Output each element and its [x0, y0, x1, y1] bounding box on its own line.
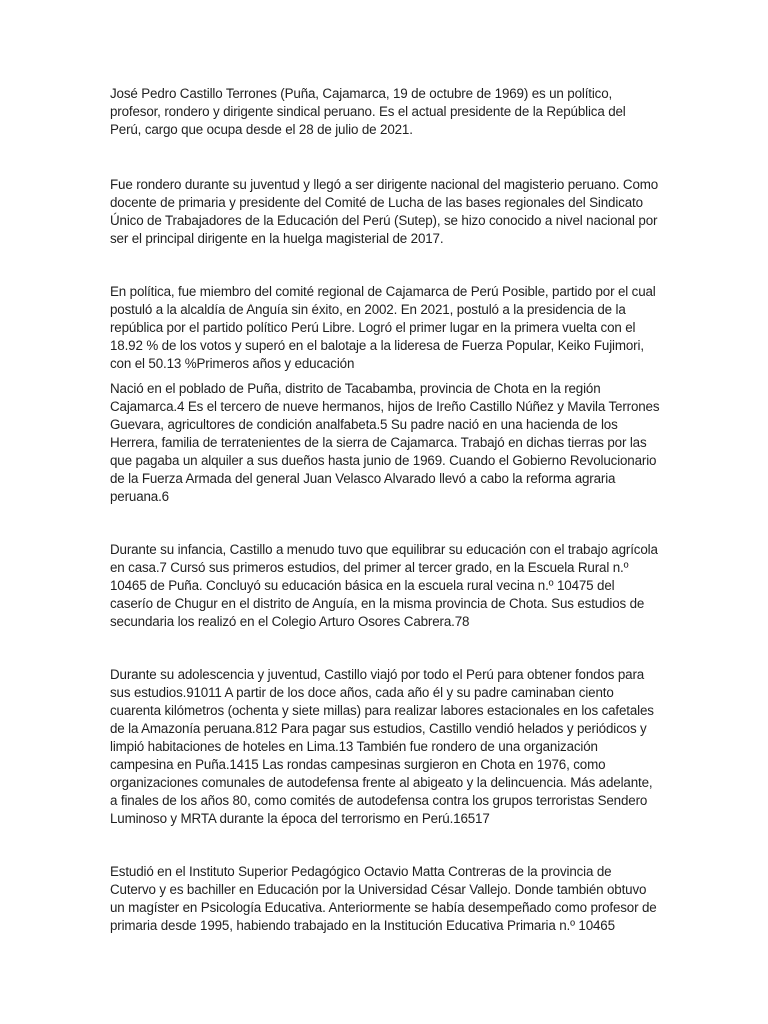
- paragraph-birth: Nació en el poblado de Puña, distrito de Tacabamba, provincia de Chota en la región Cajamarca.4 Es el tercero de nueve hermanos, hijos de Ireño Castillo Núñez y Mavila Terrones Guevara, agricultores de condición analfabeta.5 Su padre nació en una hacienda de los Herrera, familia de terratenientes de la sierra de Cajamarca. Trabajó en dichas tierras por las que pagaba un alquiler a sus dueños hasta junio de 1969. Cuando el Gobierno Revolucionario de la Fuerza Armada del general Juan Velasco Alvarado llevó a cabo la reforma agraria peruana.6: [110, 381, 660, 504]
- paragraph-intro: José Pedro Castillo Terrones (Puña, Cajamarca, 19 de octubre de 1969) es un político, profesor, rondero y dirigente sindical peruano. Es el actual presidente de la República del Perú, cargo que ocupa desde el 28 de julio de 2021.: [110, 86, 626, 137]
- paragraph-childhood: Durante su infancia, Castillo a menudo tuvo que equilibrar su educación con el trabajo agrícola en casa.7 Cursó sus primeros estudios, del primer al tercer grado, en la Escuela Rural n.º 10465 de Puña. Concluyó su educación básica en la escuela rural vecina n.º 10475 del caserío de Chugur en el distrito de Anguía, en la misma provincia de Chota. Sus estudios de secundaria los realizó en el Colegio Arturo Osores Cabrera.78: [110, 542, 658, 629]
- paragraph-union-leader: Fue rondero durante su juventud y llegó a ser dirigente nacional del magisterio peruano. Como docente de primaria y presidente del Comité de Lucha de las bases regionales del Sindicato Único de Trabajadores de la Educación del Perú (Sutep), se hizo conocido a nivel nacional por ser el principal dirigente en la huelga magisterial de 2017.: [110, 177, 659, 246]
- paragraph-youth: Durante su adolescencia y juventud, Castillo viajó por todo el Perú para obtener fondos para sus estudios.91011 A partir de los doce años, cada año él y su padre caminaban ciento cuarenta kilómetros (ochenta y siete millas) para realizar labores estacionales en los cafetales de la Amazonía peruana.812 Para pagar sus estudios, Castillo vendió helados y periódicos y limpió habitaciones de hoteles en Lima.13 También fue rondero de una organización campesina en Puña.1415 Las rondas campesinas surgieron en Chota en 1976, como organizaciones comunales de autodefensa frente al abigeato y la delincuencia. Más adelante, a finales de los años 80, como comités de autodefensa contra los grupos terroristas Sendero Luminoso y MRTA durante la época del terrorismo en Perú.16517: [110, 667, 654, 826]
- paragraph-studies: Estudió en el Instituto Superior Pedagógico Octavio Matta Contreras de la provincia de Cutervo y es bachiller en Educación por la Universidad César Vallejo. Donde también obtuvo un magíster en Psicología Educativa. Anteriormente se había desempeñado como profesor de primaria desde 1995, habiendo trabajado en la Institución Educativa Primaria n.º 10465: [110, 864, 657, 933]
- paragraph-politics: En política, fue miembro del comité regional de Cajamarca de Perú Posible, partido por el cual postuló a la alcaldía de Anguía sin éxito, en 2002. En 2021, postuló a la presidencia de la república por el partido político Perú Libre. Logró el primer lugar en la primera vuelta con el 18.92 % de los votos y superó en el balotaje a la lideresa de Fuerza Popular, Keiko Fujimori, con el 50.13 %Primeros años y educación: [110, 284, 656, 371]
